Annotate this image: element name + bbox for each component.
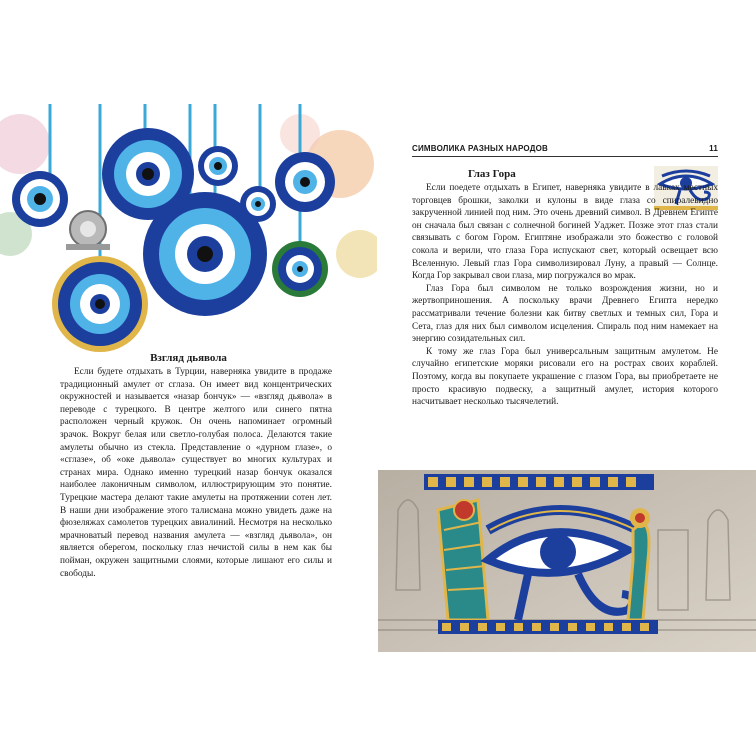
section-heading-evil-eye: Взгляд дьявола	[150, 352, 227, 364]
paragraph-3: К тому же глаз Гора был универсальным защитным амулетом. Не случайно египетские моряки рисовали его на рострах своих кораблей. Поэтому, когда вы покупаете украшение с глазом Гора, вы приобретаете не просто красивую подвеску, а защитный амулет, история которого насчитывает несколько тысячелетий.	[412, 346, 718, 408]
right-page	[378, 104, 756, 652]
left-page	[0, 104, 377, 652]
evil-eye-amulets-illustration	[0, 104, 377, 354]
section-heading-eye-of-horus: Глаз Гора	[468, 168, 516, 180]
running-head	[412, 142, 718, 157]
paragraph-1: Если поедете отдыхать в Египет, наверняка увидите в лавках местных торговцев брошки, заколки и кулоны в виде глаза со спиралевидно закрученной линией под ним. Это очень древний символ. В Древнем Египте он сначала был связан с солнечной богиней Уаджет. Позже этот глаз стали связывать с богом Гором. Египтяне изображали это божество с головой сокола и верили, что глаза Гора испускают свет, который освещает всю Вселенную. Левый глаз Гора символизировал Луну, а правый — Солнце. Когда Гор закрывал свои глаза, мир погружался во мрак.	[412, 183, 718, 282]
paragraph-2: Глаз Гора был символом не только возрождения жизни, но и жертвоприношения. А поскольку врачи Древнего Египта нередко рассматривали течение болезни как битву светлых и темных сил, Гора и Сета, глаз для них был символом исцеления. Спираль под ним намекает на энергию созидательных сил.	[412, 283, 718, 345]
egyptian-relief-eye-of-horus-illustration	[378, 470, 756, 652]
eye-of-horus-body-text	[412, 182, 718, 409]
page-number: 11	[709, 144, 718, 153]
running-head-title: СИМВОЛИКА РАЗНЫХ НАРОДОВ	[412, 144, 549, 153]
evil-eye-body-text: Если будете отдыхать в Турции, наверняка увидите в продаже традиционный амулет от сглаза. Он имеет вид концентрических окружностей и называется «назар бончук» — «взгляд дьявола» в переводе с турецкого. В центре желтого или синего пятна расположен черный кружок. Он очень напоминает огромный зрачок. Вокруг белая или светло-голубая полоса. Делаются такие амулеты обычно из стекла. Представление о «дурном глазе», о «сглазе», об «оке дьявола» существует во многих культурах и странах мира. Однако именно турецкий назар бончук оказался наиболее лаконичным символом, иллюстрирующим это понятие. Турецкие мастера делают такие амулеты на протяжении сотен лет. В наши дни изображение этого талисмана можно увидеть даже на фюзеляжах самолетов турецких авиалиний. Несмотря на несколько мрачноватый перевод названия амулета — «взгляд дьявола», он является оберегом, поскольку глаз нечистой силы в нем как бы пойман, окружен защитными слоями, которые лишают его силы и свободы.	[60, 367, 332, 579]
